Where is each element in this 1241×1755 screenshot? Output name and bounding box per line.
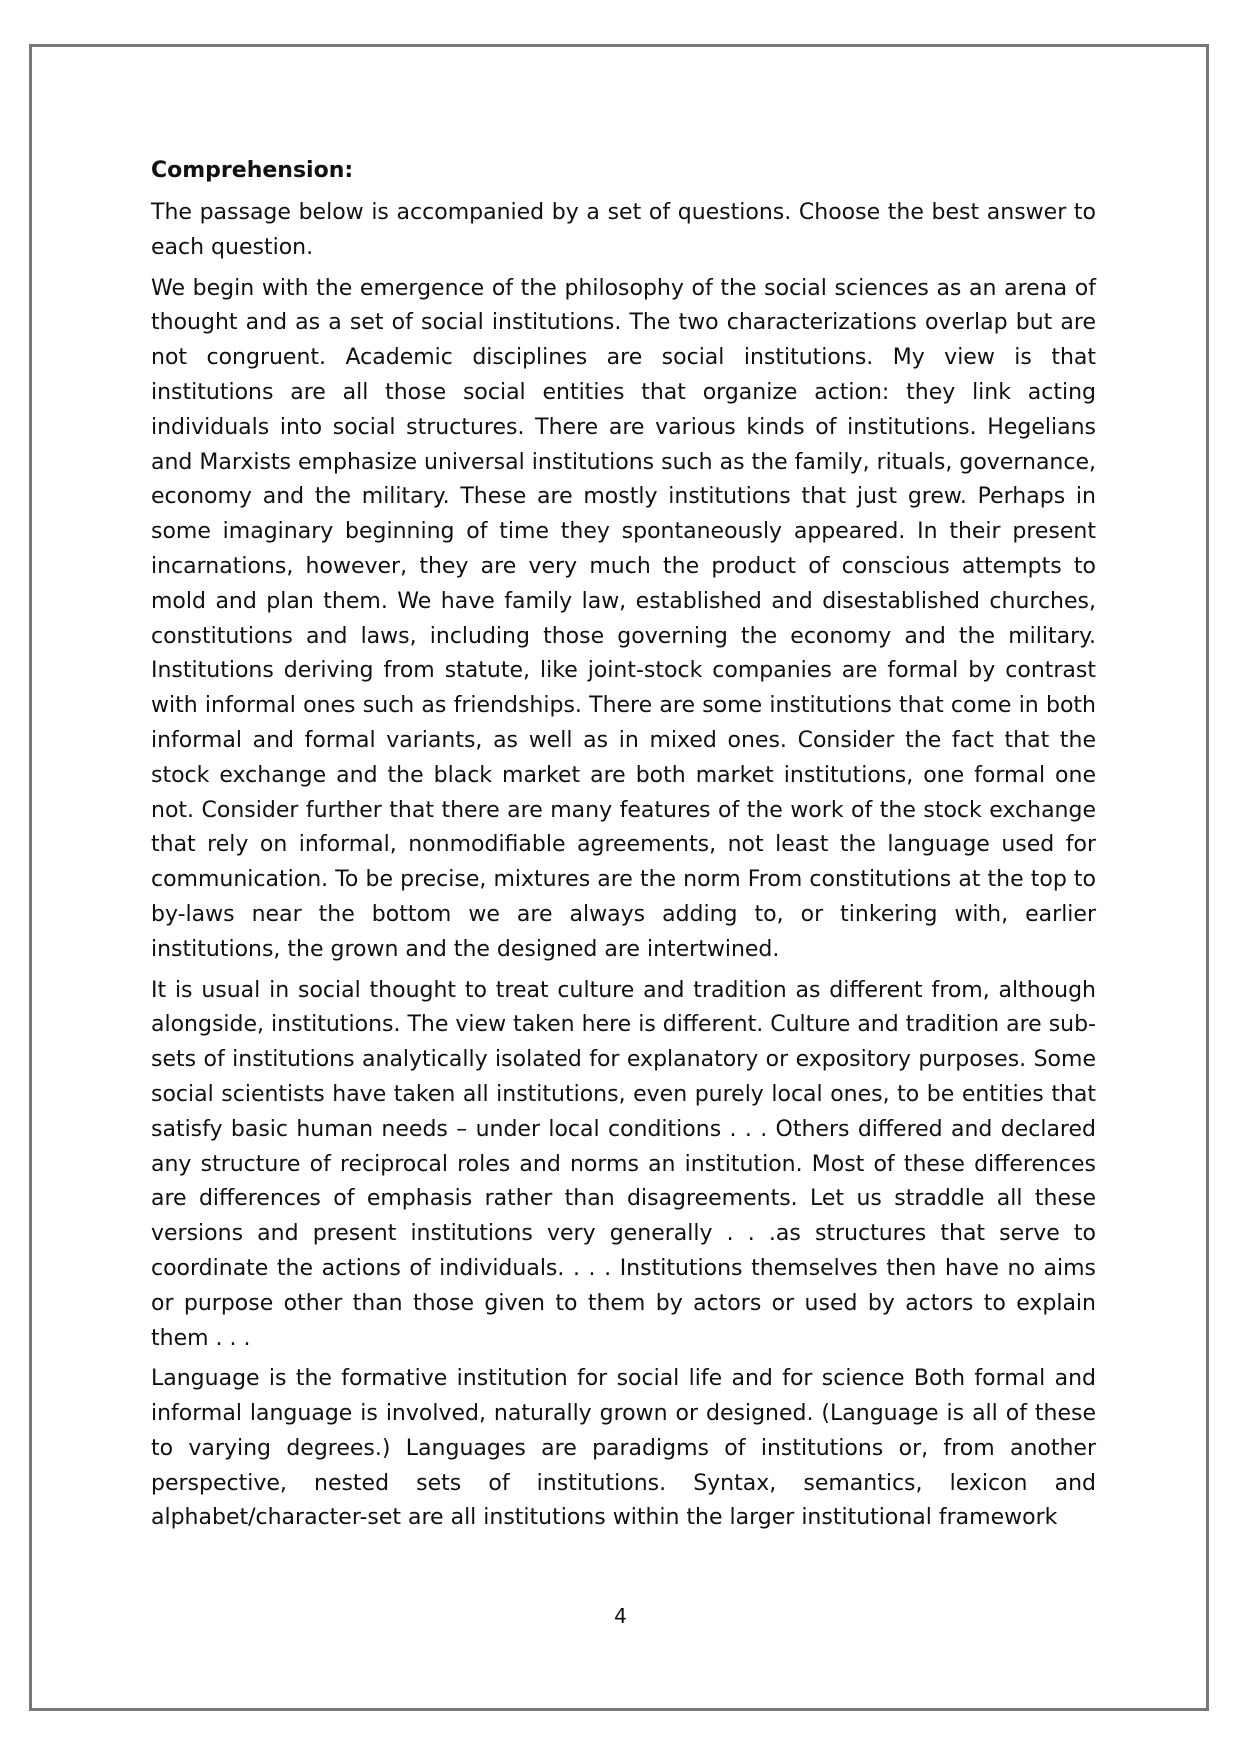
passage-paragraph-3: Language is the formative institution for social life and for science Both formal and informal language is involved, naturally grown or designed. (Language is all of these to varying degrees.) Languages are paradigms of institutions or, from another perspective, nested sets of institutions. Syntax, semantics, lexicon and alphabet/character-set are all institutions within the larger institutional framework (151, 1366, 1096, 1531)
document-body (151, 155, 1096, 1542)
section-heading: Comprehension: (151, 158, 354, 183)
instructions-text: The passage below is accompanied by a set of questions. Choose the best answer to each question. (151, 200, 1096, 260)
passage-paragraph-2: It is usual in social thought to treat culture and tradition as different from, although alongside, institutions. The view taken here is different. Culture and tradition are sub-sets of institutions analytically isolated for explanatory or expository purposes. Some social scientists have taken all institutions, even purely local ones, to be entities that satisfy basic human needs – under local conditions . . . Others differed and declared any structure of reciprocal roles and norms an institution. Most of these differences are differences of emphasis rather than disagreements. Let us straddle all these versions and present institutions very generally . . .as structures that serve to coordinate the actions of individuals. . . . Institutions themselves then have no aims or purpose other than those given to them by actors or used by actors to explain them . . . (151, 977, 1096, 1351)
passage-paragraph-1: We begin with the emergence of the philosophy of the social sciences as an arena of thought and as a set of social institutions. The two characterizations overlap but are not congruent. Academic disciplines are social institutions. My view is that institutions are all those social entities that organize action: they link acting individuals into social structures. There are various kinds of institutions. Hegelians and Marxists emphasize universal institutions such as the family, rituals, governance, economy and the military. These are mostly institutions that just grew. Perhaps in some imaginary beginning of time they spontaneously appeared. In their present incarnations, however, they are very much the product of conscious attempts to mold and plan them. We have family law, established and disestablished churches, constitutions and laws, including those governing the economy and the military. Institutions deriving from statute, like joint-stock companies are formal by contrast with informal ones such as friendships. There are some institutions that come in both informal and formal variants, as well as in mixed ones. Consider the fact that the stock exchange and the black market are both market institutions, one formal one not. Consider further that there are many features of the work of the stock exchange that rely on informal, nonmodifiable agreements, not least the language used for communication. To be precise, mixtures are the norm From constitutions at the top to by-laws near the bottom we are always adding to, or tinkering with, earlier institutions, the grown and the designed are intertwined. (151, 275, 1096, 962)
page-number: 4 (614, 1604, 627, 1628)
